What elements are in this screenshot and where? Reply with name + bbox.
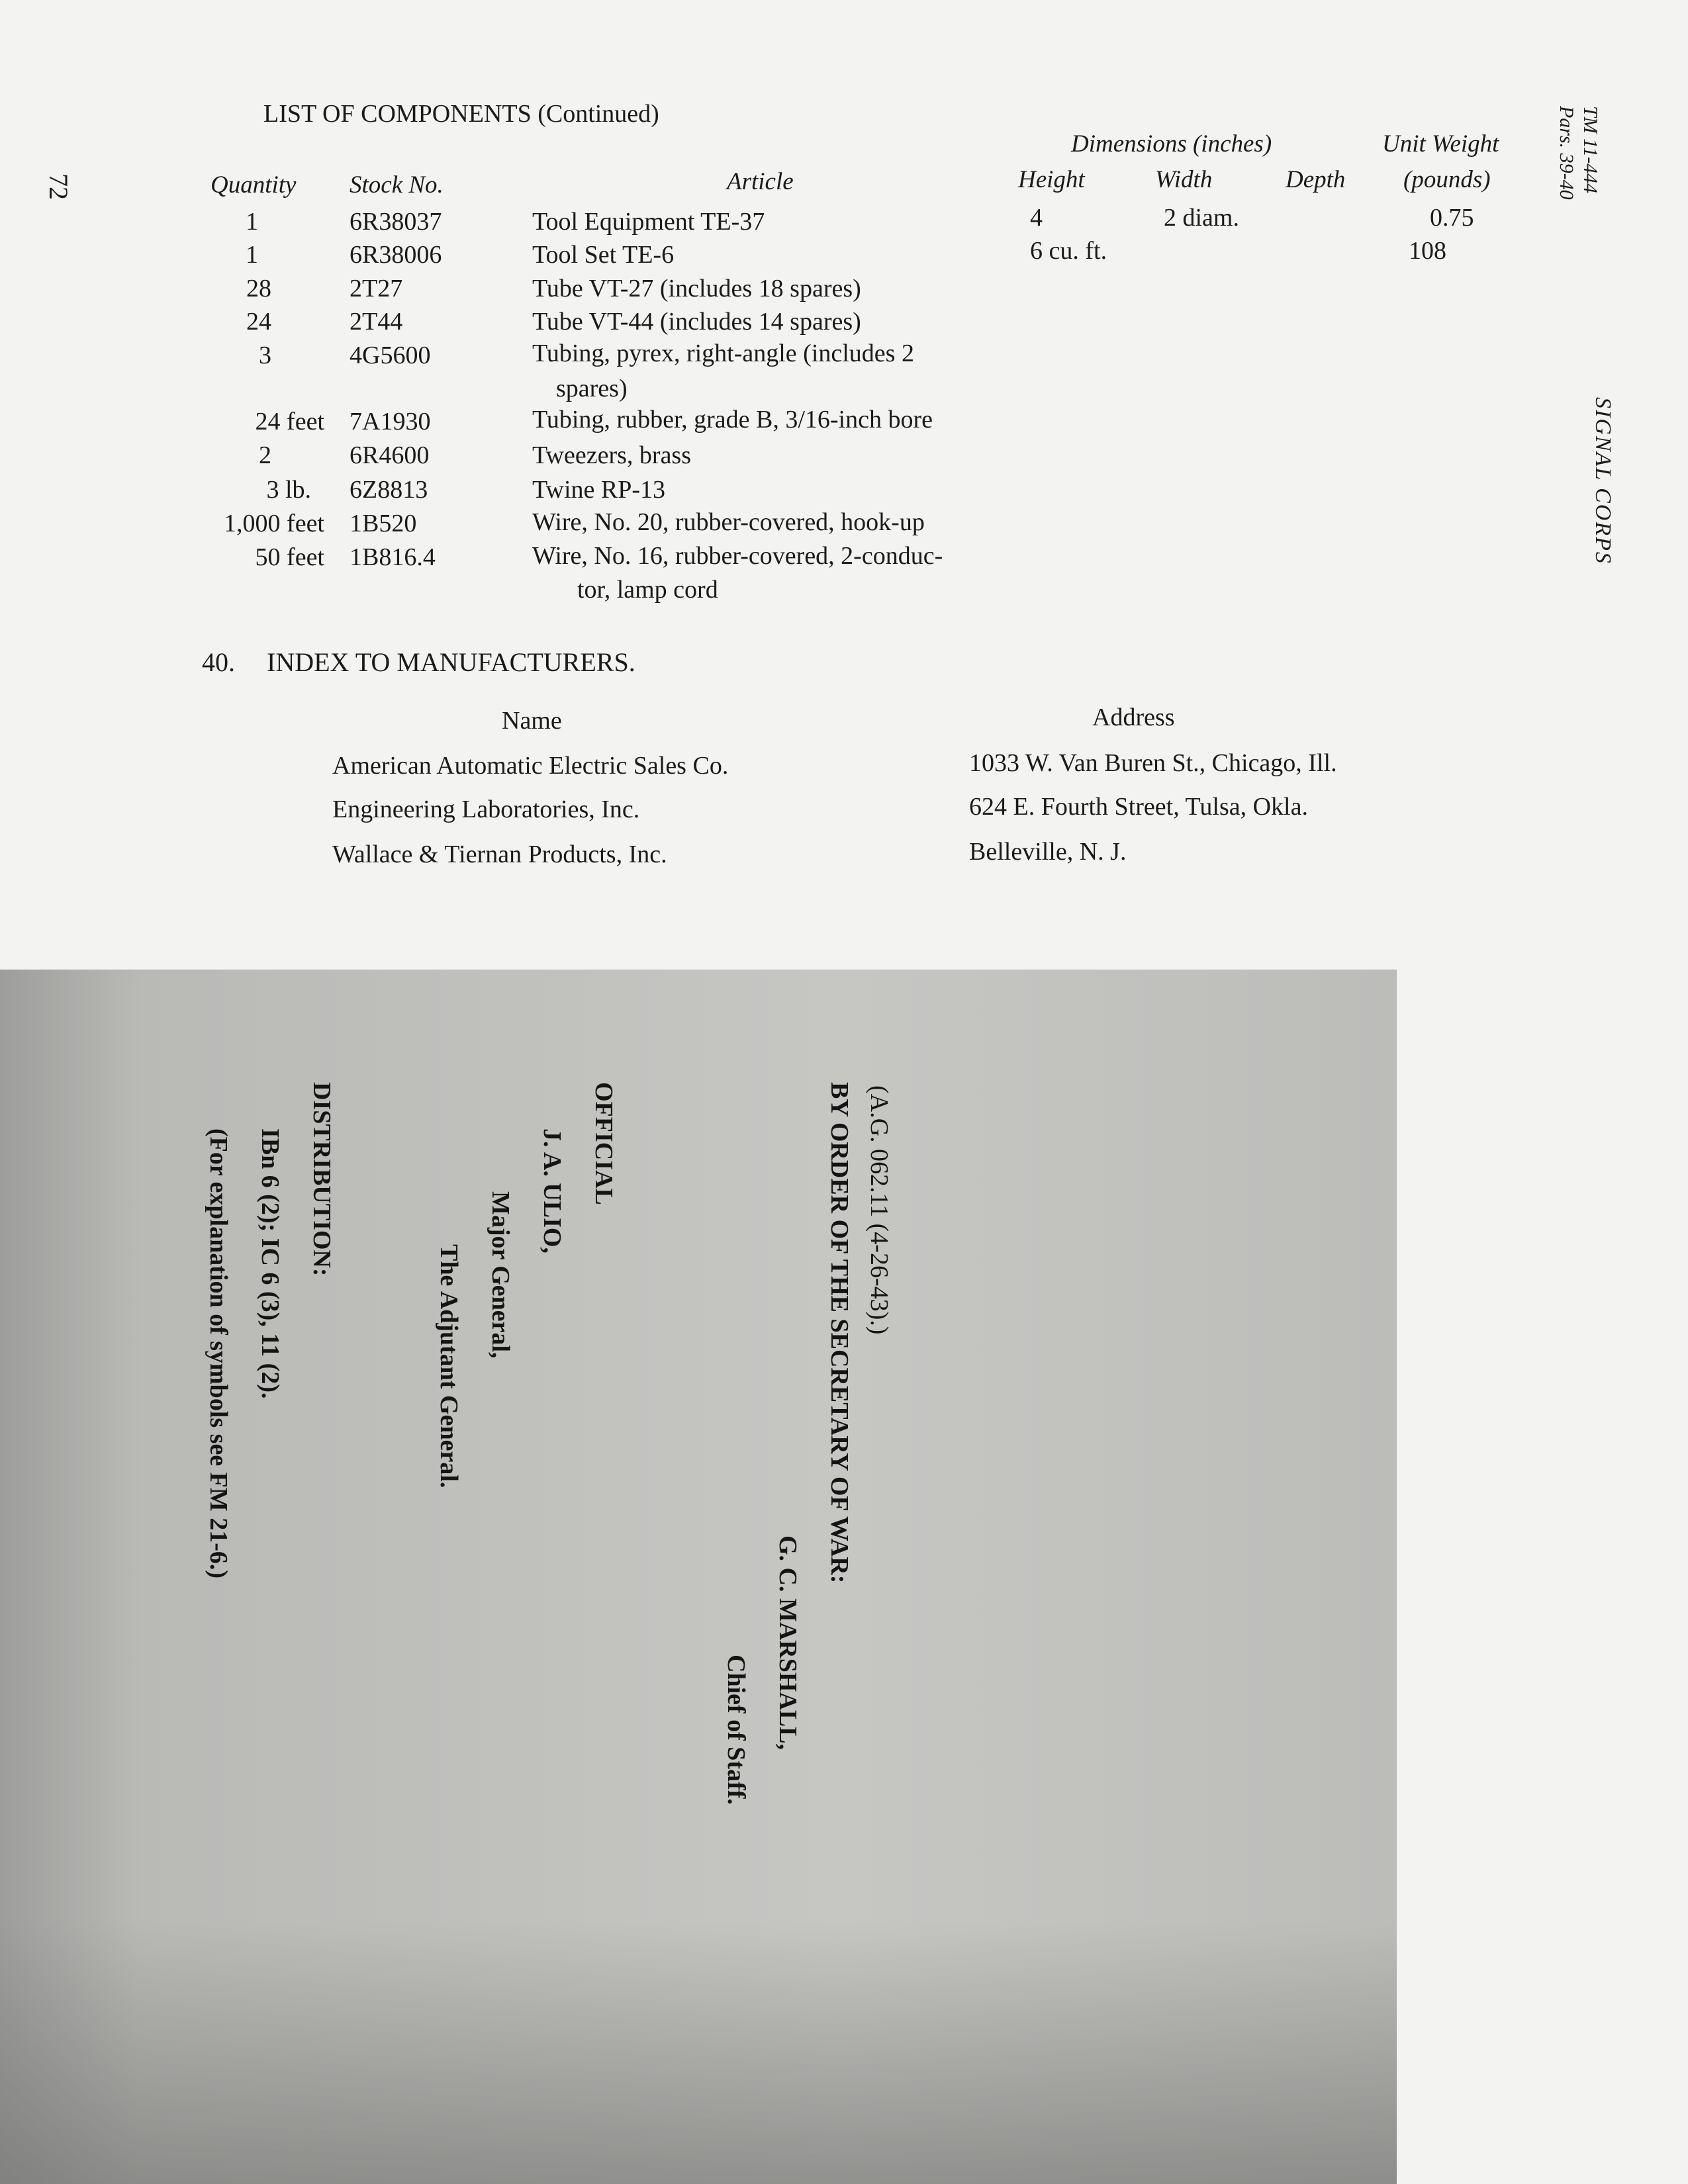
signer-name: G. C. MARSHALL, bbox=[774, 1535, 802, 1751]
by-order-line: BY ORDER OF THE SECRETARY OF WAR: bbox=[825, 1082, 853, 1584]
index-number: 40. bbox=[202, 647, 235, 677]
row-stock-no: 6R38037 bbox=[350, 208, 442, 236]
distribution-text: IBn 6 (2); IC 6 (3), 11 (2). bbox=[256, 1128, 284, 1399]
row-quantity: 2 bbox=[259, 441, 271, 469]
row-article: Tweezers, brass bbox=[532, 441, 692, 469]
distribution-label: DISTRIBUTION: bbox=[308, 1082, 336, 1277]
index-title: INDEX TO MANUFACTURERS. bbox=[267, 647, 635, 677]
side-corps-label: SIGNAL CORPS bbox=[1591, 397, 1615, 565]
photocopy-shadow bbox=[0, 1919, 1397, 2184]
row-quantity: 24 feet bbox=[255, 408, 324, 435]
depth-header: Depth bbox=[1286, 166, 1346, 193]
row-article-continued: tor, lamp cord bbox=[577, 576, 718, 604]
row-quantity: 24 bbox=[246, 308, 271, 336]
row-quantity: 1 bbox=[246, 241, 258, 269]
row-quantity: 1 bbox=[246, 208, 258, 236]
row-article: Tubing, rubber, grade B, 3/16-inch bore bbox=[532, 406, 933, 433]
row-quantity: 50 feet bbox=[255, 543, 324, 571]
row-quantity: 1,000 feet bbox=[224, 510, 324, 537]
row-height: 4 bbox=[1030, 204, 1043, 232]
row-stock-no: 6R38006 bbox=[350, 241, 442, 269]
row-stock-no: 4G5600 bbox=[350, 341, 431, 369]
row-article: Tube VT-27 (includes 18 spares) bbox=[532, 275, 861, 302]
row-stock-no: 2T44 bbox=[350, 308, 403, 336]
row-width: 2 diam. bbox=[1164, 204, 1239, 232]
row-article: Wire, No. 20, rubber-covered, hook-up bbox=[532, 508, 925, 536]
quantity-header: Quantity bbox=[211, 171, 297, 199]
address-column-header: Address bbox=[1092, 704, 1175, 731]
manufacturer-address: Belleville, N. J. bbox=[969, 838, 1127, 866]
row-article: Tubing, pyrex, right-angle (includes 2 bbox=[532, 340, 914, 367]
row-stock-no: 6Z8813 bbox=[350, 476, 428, 504]
row-height: 6 cu. ft. bbox=[1030, 237, 1107, 265]
manufacturer-address: 624 E. Fourth Street, Tulsa, Okla. bbox=[969, 793, 1308, 821]
row-article-continued: spares) bbox=[556, 375, 628, 402]
pounds-header: (pounds) bbox=[1403, 166, 1491, 193]
row-weight: 108 bbox=[1409, 237, 1446, 265]
row-stock-no: 2T27 bbox=[350, 275, 403, 302]
row-article: Tool Set TE-6 bbox=[532, 241, 675, 269]
index-heading bbox=[202, 647, 635, 678]
side-reference bbox=[1554, 106, 1602, 200]
official-title: The Adjutant General. bbox=[435, 1244, 463, 1488]
row-quantity: 28 bbox=[246, 275, 271, 302]
row-stock-no: 7A1930 bbox=[350, 408, 431, 435]
side-reference-line-1: TM 11-444 bbox=[1579, 106, 1601, 193]
row-weight: 0.75 bbox=[1430, 204, 1474, 232]
official-name: J. A. ULIO, bbox=[538, 1128, 566, 1253]
row-stock-no: 6R4600 bbox=[350, 441, 430, 469]
unit-weight-header: Unit Weight bbox=[1382, 130, 1499, 158]
row-quantity: 3 lb. bbox=[266, 476, 311, 504]
side-reference-line-2: Pars. 39-40 bbox=[1556, 106, 1577, 200]
row-article: Tool Equipment TE-37 bbox=[532, 208, 765, 236]
row-quantity: 3 bbox=[259, 341, 271, 369]
signer-title: Chief of Staff. bbox=[722, 1655, 750, 1805]
article-header: Article bbox=[727, 168, 794, 195]
row-article: Twine RP-13 bbox=[532, 476, 666, 504]
stock-no-header: Stock No. bbox=[350, 171, 444, 199]
row-article: Wire, No. 16, rubber-covered, 2-conduc- bbox=[532, 542, 943, 570]
width-header: Width bbox=[1155, 166, 1213, 193]
row-article: Tube VT-44 (includes 14 spares) bbox=[532, 308, 861, 336]
row-stock-no: 1B520 bbox=[350, 510, 417, 537]
manufacturer-name: American Automatic Electric Sales Co. bbox=[332, 752, 729, 780]
ag-reference: (A.G. 062.11 (4-26-43).) bbox=[865, 1085, 893, 1335]
list-title: LIST OF COMPONENTS (Continued) bbox=[263, 100, 659, 128]
page-number: 72 bbox=[44, 173, 73, 200]
row-stock-no: 1B816.4 bbox=[350, 543, 436, 571]
name-column-header: Name bbox=[502, 707, 562, 735]
manufacturer-address: 1033 W. Van Buren St., Chicago, Ill. bbox=[969, 749, 1337, 777]
distribution-note: (For explanation of symbols see FM 21-6.) bbox=[205, 1128, 232, 1579]
manufacturer-name: Wallace & Tiernan Products, Inc. bbox=[332, 841, 667, 868]
official-rank: Major General, bbox=[487, 1191, 514, 1359]
dimensions-group-header: Dimensions (inches) bbox=[1071, 130, 1272, 158]
official-label: OFFICIAL bbox=[590, 1082, 618, 1205]
height-header: Height bbox=[1018, 166, 1085, 193]
manufacturer-name: Engineering Laboratories, Inc. bbox=[332, 796, 640, 823]
